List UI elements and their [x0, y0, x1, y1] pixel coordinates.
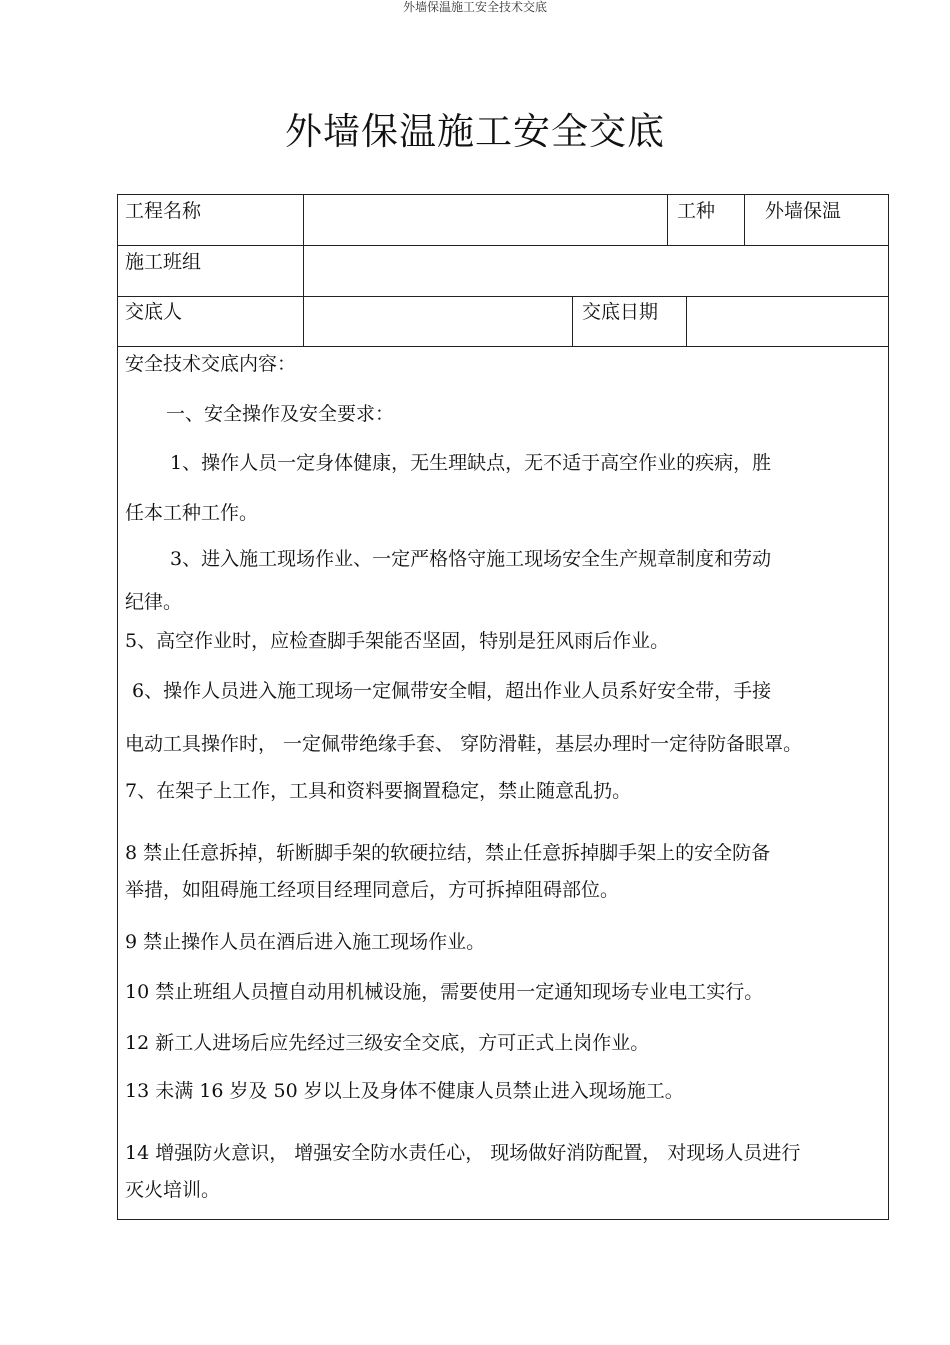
content-line: 灭火培训。: [125, 1179, 221, 1201]
content-line: 7、在架子上工作，工具和资料要搁置稳定，禁止随意乱扔。: [125, 780, 632, 802]
content-heading: 安全技术交底内容：: [125, 353, 297, 375]
content-line: 12 新工人进场后应先经过三级安全交底，方可正式上岗作业。: [125, 1032, 650, 1054]
project-name-label: 工程名称: [125, 200, 202, 222]
presenter-label: 交底人: [125, 301, 183, 323]
column-divider: [303, 195, 304, 346]
content-line: 举措，如阻碍施工经项目经理同意后，方可拆掉阻碍部位。: [125, 879, 620, 901]
row-divider: [118, 296, 888, 297]
content-line: 8 禁止任意拆掉，斩断脚手架的软硬拉结，禁止任意拆掉脚手架上的安全防备: [125, 842, 771, 864]
work-type-label: 工种: [677, 200, 716, 222]
content-line: 纪律。: [125, 591, 183, 613]
content-line: 14 增强防火意识， 增强安全防水责任心， 现场做好消防配置， 对现场人员进行: [125, 1142, 801, 1164]
content-line: 5、高空作业时，应检查脚手架能否坚固，特别是狂风雨后作业。: [125, 630, 670, 652]
content-line: 9 禁止操作人员在酒后进入施工现场作业。: [125, 931, 486, 953]
page-header: 外墙保温施工安全技术交底: [402, 0, 547, 14]
content-line: 6、操作人员进入施工现场一定佩带安全帽，超出作业人员系好安全带，手接: [132, 680, 772, 702]
work-type-value: 外墙保温: [765, 200, 842, 222]
date-label: 交底日期: [582, 301, 659, 323]
row-divider: [118, 346, 888, 347]
document-title: 外墙保温施工安全交底: [285, 110, 665, 153]
column-divider: [667, 195, 668, 245]
team-label: 施工班组: [125, 251, 202, 273]
content-line: 任本工种工作。: [125, 502, 259, 524]
content-line: 1、操作人员一定身体健康，无生理缺点，无不适于高空作业的疾病，胜: [170, 452, 772, 474]
content-line: 13 未满 16 岁及 50 岁以上及身体不健康人员禁止进入现场施工。: [125, 1080, 684, 1102]
content-line: 10 禁止班组人员擅自动用机械设施，需要使用一定通知现场专业电工实行。: [125, 981, 764, 1003]
row-divider: [118, 245, 888, 246]
content-line: 3、进入施工现场作业、一定严格恪守施工现场安全生产规章制度和劳动: [170, 548, 772, 570]
disclosure-form: [117, 194, 889, 1220]
column-divider: [744, 195, 745, 245]
column-divider: [572, 296, 573, 346]
column-divider: [686, 296, 687, 346]
section-heading: 一、安全操作及安全要求：: [166, 403, 395, 425]
content-line: 电动工具操作时， 一定佩带绝缘手套、 穿防滑鞋，基层办理时一定待防备眼罩。: [125, 733, 803, 755]
